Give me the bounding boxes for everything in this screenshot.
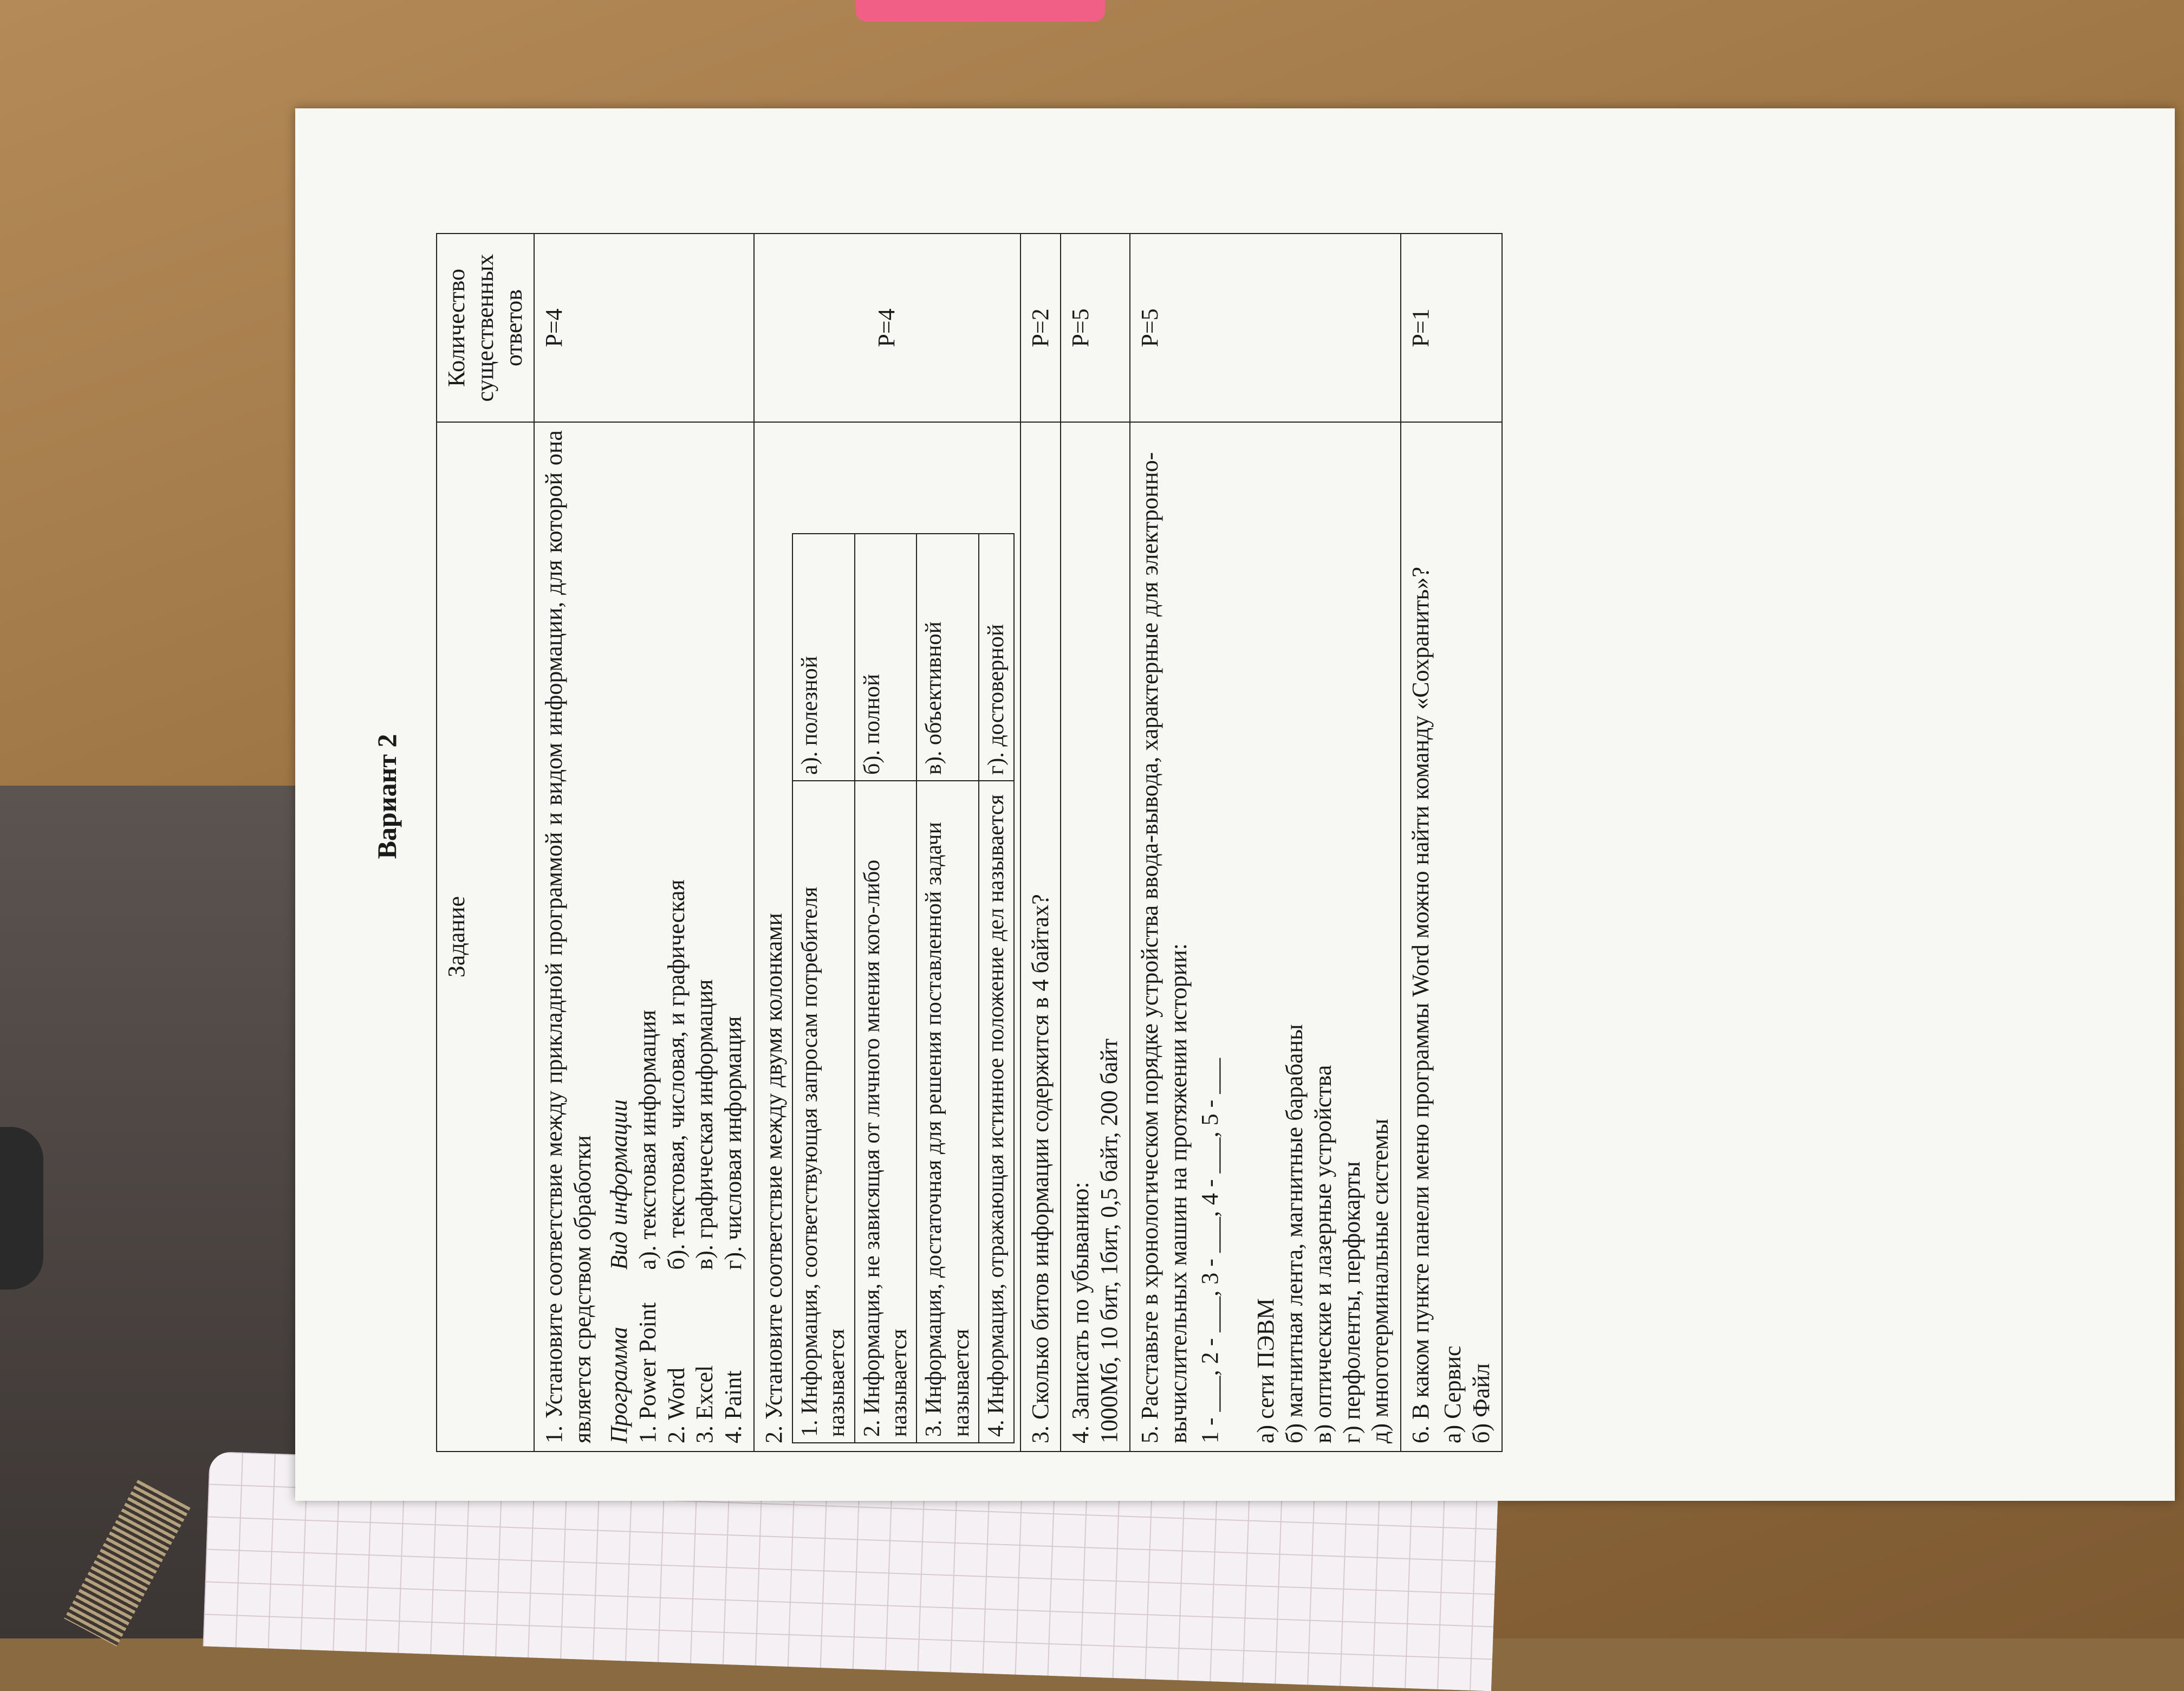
task2-points: P=4 xyxy=(754,234,1020,422)
task4-values: 1000Мб, 10 бит, 1бит, 0,5 байт, 200 байт xyxy=(1096,1038,1123,1443)
task-row-6 xyxy=(1401,234,1502,1452)
info-column xyxy=(605,879,748,1269)
task3-points: P=2 xyxy=(1020,234,1061,422)
programs-heading: Программа xyxy=(605,1326,632,1443)
option-item: в) оптические и лазерные устройства xyxy=(1309,1065,1336,1443)
match-right: б). полной xyxy=(855,534,917,781)
sheet-content xyxy=(339,119,2175,1474)
option-item: а) сети ПЭВМ xyxy=(1252,1298,1279,1443)
program-item: 1. Power Point xyxy=(634,1302,661,1443)
task4-text: 4. Записать по убыванию: xyxy=(1067,1182,1094,1443)
option-item: б) Файл xyxy=(1467,1363,1494,1443)
task6-points: P=1 xyxy=(1401,234,1502,422)
program-item: 4. Paint xyxy=(720,1370,747,1443)
task-table xyxy=(436,233,1503,1452)
option-item: д) многотерминальные системы xyxy=(1367,1118,1394,1443)
task5-text: 5. Расставьте в хронологическом порядке устройства ввода-вывода, характерные для электронно-вычислительных машин на протяжении истории: xyxy=(1136,452,1192,1443)
task6-options xyxy=(1439,430,1496,1443)
match-table xyxy=(792,533,1015,1443)
info-item: в). графическая информация xyxy=(691,979,718,1270)
task1-text: 1. Установите соответствие между прикладной программой и видом информации, для которой она является средством обработки xyxy=(541,430,596,1443)
match-left: 2. Информация, не зависящая от личного мнения кого-либо называется xyxy=(855,781,917,1443)
option-item: б) магнитная лента, магнитные барабаны xyxy=(1281,1024,1308,1443)
task1-columns xyxy=(605,430,748,1443)
table-header-row xyxy=(437,234,534,1452)
variant-title: Вариант 2 xyxy=(372,734,402,859)
match-row xyxy=(855,534,917,1443)
task1-points: P=4 xyxy=(534,234,754,422)
task2-text: 2. Установите соответствие между двумя колонками xyxy=(760,913,787,1443)
program-item: 3. Excel xyxy=(691,1365,718,1443)
match-right: а). полезной xyxy=(792,534,855,781)
info-item: б). текстовая, числовая, и графическая xyxy=(662,879,690,1270)
task3-text: 3. Сколько битов информации содержится в 4 байтах? xyxy=(1020,422,1061,1452)
match-right: г). достоверной xyxy=(979,534,1013,781)
test-paper xyxy=(295,108,2175,1501)
task-row-2 xyxy=(754,234,1020,1452)
task-row-4 xyxy=(1061,234,1130,1452)
header-task: Задание xyxy=(437,422,534,1452)
match-left: 1. Информация, соответствующая запросам потребителя называется xyxy=(792,781,855,1443)
task-row-3 xyxy=(1020,234,1061,1452)
info-item: г). числовая информация xyxy=(720,1016,747,1270)
match-left: 4. Информация, отражающая истинное положение дел называется xyxy=(979,781,1013,1443)
match-row xyxy=(792,534,855,1443)
match-row xyxy=(979,534,1013,1443)
match-left: 3. Информация, достаточная для решения поставленной задачи называется xyxy=(916,781,979,1443)
info-heading: Вид информации xyxy=(605,1099,632,1270)
header-count: Количество существенных ответов xyxy=(437,234,534,422)
task6-text: 6. В каком пункте панели меню программы Word можно найти команду «Сохранить»? xyxy=(1407,567,1434,1443)
task5-blanks: 1 - ___, 2 - ___, 3 - ___, 4 - ___, 5 - ___ xyxy=(1197,1058,1224,1443)
info-item: а). текстовая информация xyxy=(634,1009,661,1270)
pink-marker xyxy=(856,0,1105,22)
match-row xyxy=(916,534,979,1443)
programs-column xyxy=(605,1303,748,1443)
option-item: г) перфоленты, перфокарты xyxy=(1338,1161,1365,1443)
match-right: в). объективной xyxy=(916,534,979,781)
task-row-1 xyxy=(534,234,754,1452)
task-row-5 xyxy=(1130,234,1401,1452)
option-item: а) Сервис xyxy=(1439,1345,1466,1443)
task4-points: P=5 xyxy=(1061,234,1130,422)
task5-options xyxy=(1252,430,1395,1443)
chair-edge xyxy=(0,1127,43,1290)
task5-points: P=5 xyxy=(1130,234,1401,422)
program-item: 2. Word xyxy=(662,1368,690,1443)
